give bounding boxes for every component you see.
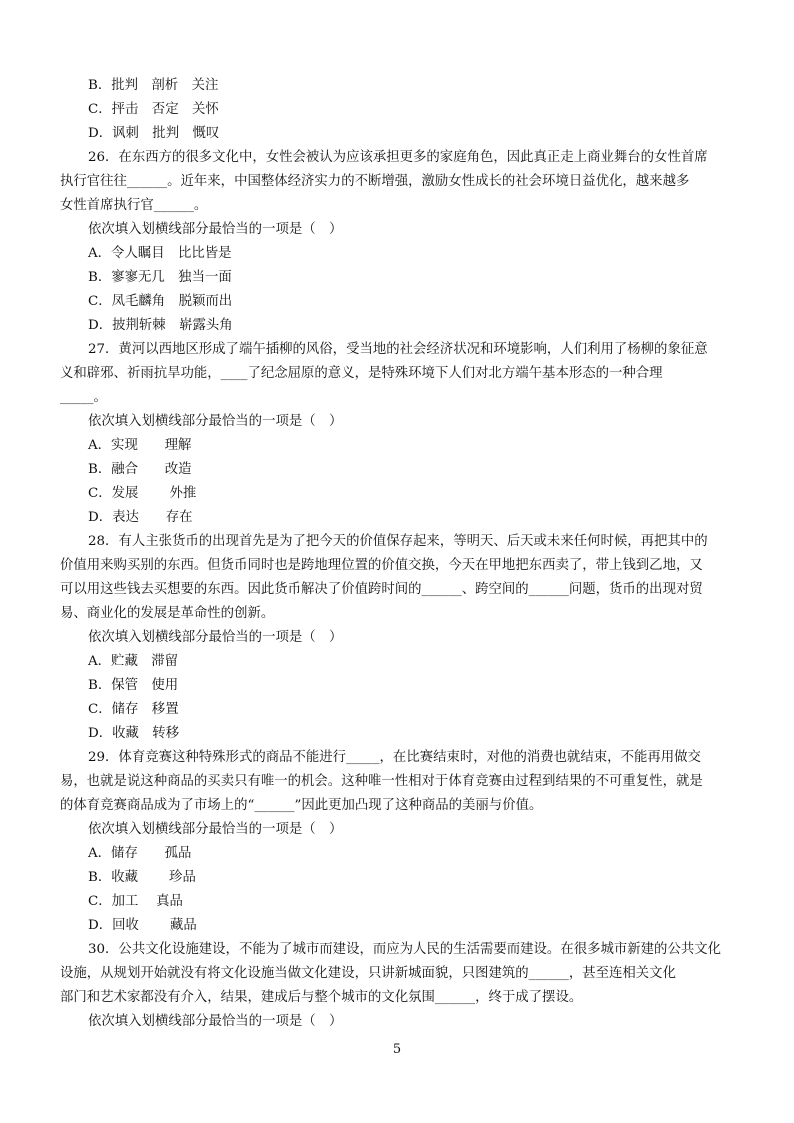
option-d: D．回收 藏品 [88,918,197,933]
option-b: B．收藏 珍品 [88,870,196,885]
question-text-line: 执行官往往______。近年来，中国整体经济实力的不断增强，激励女性成长的社会环境日益优化，越来越多 [60,174,690,189]
question-29 [60,746,740,938]
option-c: C．抨击 否定 关怀 [88,102,219,117]
question-text-line: 设施，从规划开始就没有将文化设施当做文化建设，只讲新城面貌，只图建筑的______，甚至连相关文化 [60,966,676,981]
option-a: A．储存 孤品 [88,846,192,861]
question-text-line: _____。 [60,390,107,405]
previous-question-options [60,74,740,146]
option-d: D．讽刺 批判 慨叹 [88,126,220,141]
option-c: C．储存 移置 [88,702,179,717]
option-a: A．贮藏 滞留 [88,654,179,669]
question-text-line: 部门和艺术家都没有介入，结果，建成后与整个城市的文化氛围______，终于成了摆设。 [60,990,583,1005]
option-a: A．实现 理解 [88,438,192,453]
question-text-line: 义和辟邪、祈雨抗旱功能，____了纪念屈原的意义，是特殊环境下人们对北方端午基本形态的一种合理 [60,366,663,381]
question-text-line: 价值用来购买别的东西。但货币同时也是跨地理位置的价值交换，今天在甲地把东西卖了，带上钱到乙地，又 [60,558,703,573]
question-text-line: 30．公共文化设施建设，不能为了城市而建设，而应为人民的生活需要而建设。在很多城市新建的公共文化 [88,942,722,957]
document-page [60,74,740,1034]
question-30 [60,938,740,1034]
question-text-line: 易、商业化的发展是革命性的创新。 [60,606,275,621]
question-text-line: 29．体育竞赛这种特殊形式的商品不能进行_____，在比赛结束时，对他的消费也就结束，不能再用做交 [88,750,701,765]
option-b: B．批判 剖析 关注 [88,78,219,93]
question-text-line: 易，也就是说这种商品的买卖只有唯一的机会。这种唯一性相对于体育竞赛由过程到结果的不可重复性，就是 [60,774,703,789]
option-d: D．披荆斩棘 崭露头角 [88,318,233,333]
question-text-line: 的体育竞赛商品成为了市场上的“______”因此更加凸现了这种商品的美丽与价值。 [60,798,543,813]
question-text-line: 27．黄河以西地区形成了端午插柳的风俗，受当地的社会经济状况和环境影响，人们利用了杨柳的象征意 [88,342,708,357]
option-c: C．凤毛麟角 脱颖而出 [88,294,233,309]
question-27 [60,338,740,530]
question-text-line: 26．在东西方的很多文化中，女性会被认为应该承担更多的家庭角色，因此真正走上商业舞台的女性首席 [88,150,708,165]
question-text-line: 28．有人主张货币的出现首先是为了把今天的价值保存起来，等明天、后天或未来任何时候，再把其中的 [88,534,708,549]
question-28 [60,530,740,746]
option-a: A．令人瞩目 比比皆是 [88,246,232,261]
question-prompt: 依次填入划横线部分最恰当的一项是（ ） [88,822,343,837]
option-b: B．寥寥无几 独当一面 [88,270,232,285]
question-text-line: 女性首席执行官______。 [60,198,208,213]
option-b: B．融合 改造 [88,462,192,477]
option-c: C．发展 外推 [88,486,197,501]
option-c: C．加工 真品 [88,894,183,909]
question-prompt: 依次填入划横线部分最恰当的一项是（ ） [88,414,343,429]
question-prompt: 依次填入划横线部分最恰当的一项是（ ） [88,1014,343,1029]
question-prompt: 依次填入划横线部分最恰当的一项是（ ） [88,222,343,237]
question-prompt: 依次填入划横线部分最恰当的一项是（ ） [88,630,343,645]
option-d: D．收藏 转移 [88,726,180,741]
option-d: D．表达 存在 [88,510,193,525]
question-26 [60,146,740,338]
page-number: 5 [392,1042,402,1057]
question-text-line: 可以用这些钱去买想要的东西。因此货币解决了价值跨时间的______、跨空间的______问题，货币的出现对贸 [60,582,703,597]
option-b: B．保管 使用 [88,678,179,693]
